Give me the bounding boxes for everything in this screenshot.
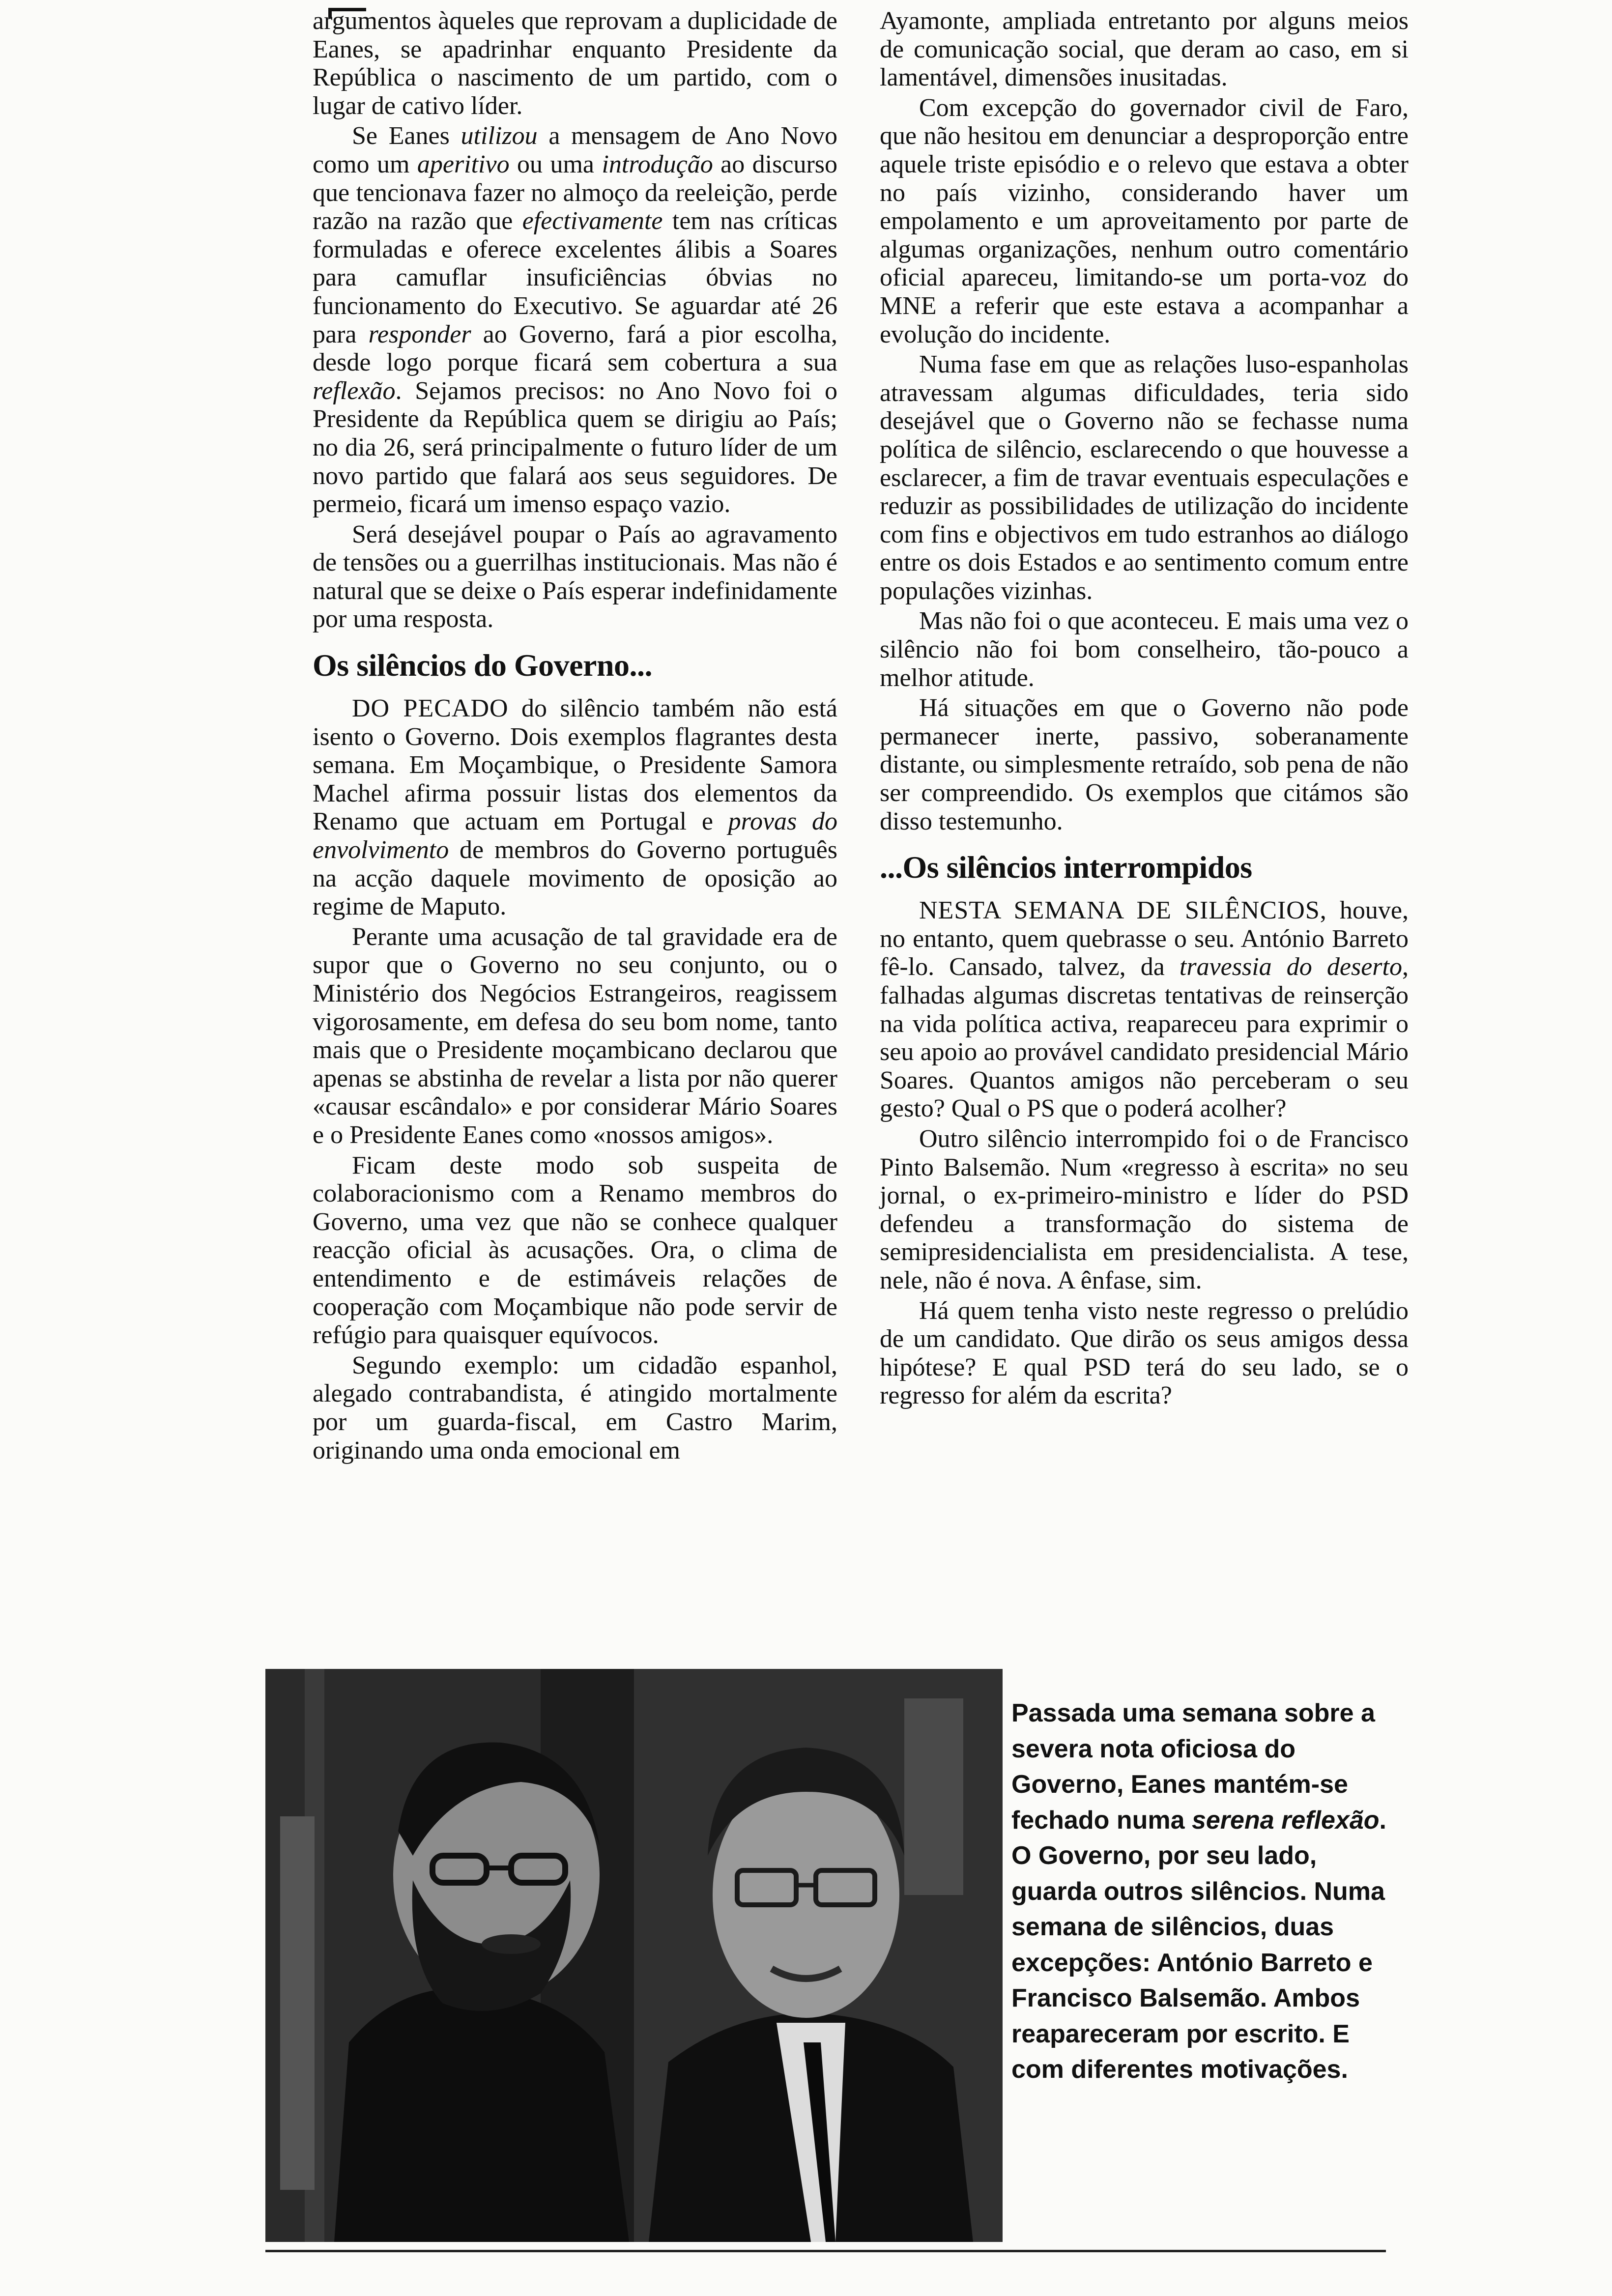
news-photo — [265, 1669, 1003, 2242]
text-run: Se Eanes — [352, 122, 461, 150]
text-run: a mensagem de Ano Novo como um — [313, 122, 837, 178]
text-run: houve, no entanto, quem quebrasse o seu. António Barreto fê-lo. Cansado, talvez, da — [880, 896, 1409, 981]
text-run: do silêncio também não está isento o Governo. Dois exemplos flagrantes desta semana. Em Moçambique, o Presidente Samora Machel afirma possuir listas dos elementos da Renamo que actuam em Portugal e — [313, 694, 837, 836]
paragraph: Perante uma acusação de tal gravidade era de supor que o Governo no seu conjunto, ou o Ministério dos Negócios Estrangeiros, reagissem vigorosamente, em defesa do seu bom nome, tanto mais que o Presidente moçambicano declarou que apenas se abstinha de revelar a lista por não querer «causar escândalo» e por considerar Mário Soares e o Presidente Eanes como «nossos amigos». — [313, 922, 837, 1149]
photo-caption — [1011, 1695, 1395, 2088]
text-run: ao discurso que tencionava fazer no almoço da reeleição, perde razão na razão que — [313, 150, 838, 235]
paragraph: argumentos àqueles que reprovam a duplicidade de Eanes, se apadrinhar enquanto Presidente da República o nascimento de um partido, com o lugar de cativo líder. — [313, 7, 837, 120]
emphasis: introdução — [602, 150, 713, 178]
section-heading: Os silêncios do Governo... — [313, 648, 653, 683]
paragraph — [313, 122, 837, 518]
text-run: , falhadas algumas discretas tentativas de reinserção na vida política activa, reapareceu para exprimir o seu apoio ao provável candidato presidencial Mário Soares. Quantos amigos não perceberam o seu gesto? Qual o PS que o poderá acolher? — [880, 953, 1409, 1123]
emphasis: serena reflexão — [1191, 1806, 1380, 1835]
paragraph: Ayamonte, ampliada entretanto por alguns meios de comunicação social, que deram ao caso, em si lamentável, dimensões inusitadas. — [880, 7, 1409, 92]
lead-in: NESTA SEMANA DE SILÊNCIOS, — [919, 896, 1327, 925]
left-column — [313, 7, 837, 1464]
text-run: . Sejamos precisos: no Ano Novo foi o Presidente da República quem se dirigiu ao País; no dia 26, será principalmente o futuro líder de um novo partido que falará aos seus seguidores. De permeio, ficará um imenso espaço vazio. — [313, 376, 837, 518]
emphasis: provas do envolvimento — [313, 807, 838, 864]
paragraph: Mas não foi o que aconteceu. E mais uma vez o silêncio não foi bom conselheiro, tão-pouco a melhor atitude. — [880, 607, 1409, 692]
emphasis: travessia do deserto — [1179, 953, 1402, 981]
caption-text — [1011, 1695, 1395, 2088]
text-run: ao Governo, fará a pior escolha, desde logo porque ficará sem cobertura a sua — [313, 320, 837, 377]
paragraph: Será desejável poupar o País ao agravamento de tensões ou a guerrilhas institucionais. Mas não é natural que se deixe o País esperar indefinidamente por uma resposta. — [313, 520, 837, 633]
emphasis: aperitivo — [417, 150, 510, 178]
lead-in: DO PECADO — [352, 694, 509, 723]
emphasis: responder — [368, 320, 471, 348]
section-heading: ...Os silêncios interrompidos — [880, 850, 1252, 885]
paragraph: Com excepção do governador civil de Faro, que não hesitou em denunciar a desproporção entre aquele triste episódio e o relevo que estava a obter no país vizinho, considerando haver um empolamento e um aproveitamento por parte de algumas organizações, nenhum outro comentário oficial apareceu, limitando-se um porta-voz do MNE a referir que este estava a acompanhar a evolução do incidente. — [880, 93, 1409, 348]
paragraph: Há situações em que o Governo não pode permanecer inerte, passivo, soberanamente distante, ou simplesmente retraído, sob pena de não ser compreendido. Os exemplos que citámos são disso testemunho. — [880, 694, 1409, 835]
text-run: . O Governo, por seu lado, guarda outros silêncios. Numa semana de silêncios, duas excepções: António Barreto e Francisco Balsemão. Ambos reapareceram por escrito. E com diferentes motivações. — [1011, 1806, 1386, 2084]
emphasis: utilizou — [461, 122, 538, 150]
paragraph — [313, 694, 837, 921]
text-run: tem nas críticas formuladas e oferece excelentes álibis a Soares para camuflar insuficiências óbvias no funcionamento do Executivo. Se aguardar até 26 para — [313, 207, 837, 348]
paragraph: Numa fase em que as relações luso-espanholas atravessam algumas dificuldades, teria sido desejável que o Governo não se fechasse numa política de silêncio, esclarecendo o que houvesse a esclarecer, a fim de travar eventuais especulações e reduzir as possibilidades de utilização do incidente com fins e objectivos em tudo estranhos ao diálogo entre os dois Estados e ao sentimento comum entre populações vizinhas. — [880, 350, 1409, 605]
paragraph: Há quem tenha visto neste regresso o prelúdio de um candidato. Que dirão os seus amigos dessa hipótese? E qual PSD terá do seu lado, se o regresso for além da escrita? — [880, 1296, 1409, 1410]
text-run: Passada uma semana sobre a severa nota oficiosa do Governo, Eanes mantém-se fechado numa — [1011, 1699, 1375, 1835]
right-column — [880, 7, 1409, 1410]
emphasis: efectivamente — [522, 207, 663, 235]
emphasis: reflexão — [313, 376, 396, 405]
paragraph: Segundo exemplo: um cidadão espanhol, alegado contrabandista, é atingido mortalmente por um guarda-fiscal, em Castro Marim, originando uma onda emocional em — [313, 1351, 837, 1464]
bottom-rule — [265, 2250, 1386, 2252]
paragraph: Outro silêncio interrompido foi o de Francisco Pinto Balsemão. Num «regresso à escrita» no seu jornal, o ex-primeiro-ministro e líder do PSD defendeu a transformação do sistema de semipresidencialista em presidencialista. A tese, nele, não é nova. A ênfase, sim. — [880, 1124, 1409, 1294]
portrait-photos-illustration — [265, 1669, 1003, 2242]
text-run: de membros do Governo português na acção daquele movimento de oposição ao regime de Maputo. — [313, 836, 837, 921]
paragraph — [880, 896, 1409, 1123]
text-run: ou uma — [509, 150, 602, 178]
paragraph: Ficam deste modo sob suspeita de colaboracionismo com a Renamo membros do Governo, uma vez que não se conhece qualquer reacção oficial às acusações. Ora, o clima de entendimento e de estimáveis relações de cooperação com Moçambique não pode servir de refúgio para quaisquer equívocos. — [313, 1151, 837, 1349]
